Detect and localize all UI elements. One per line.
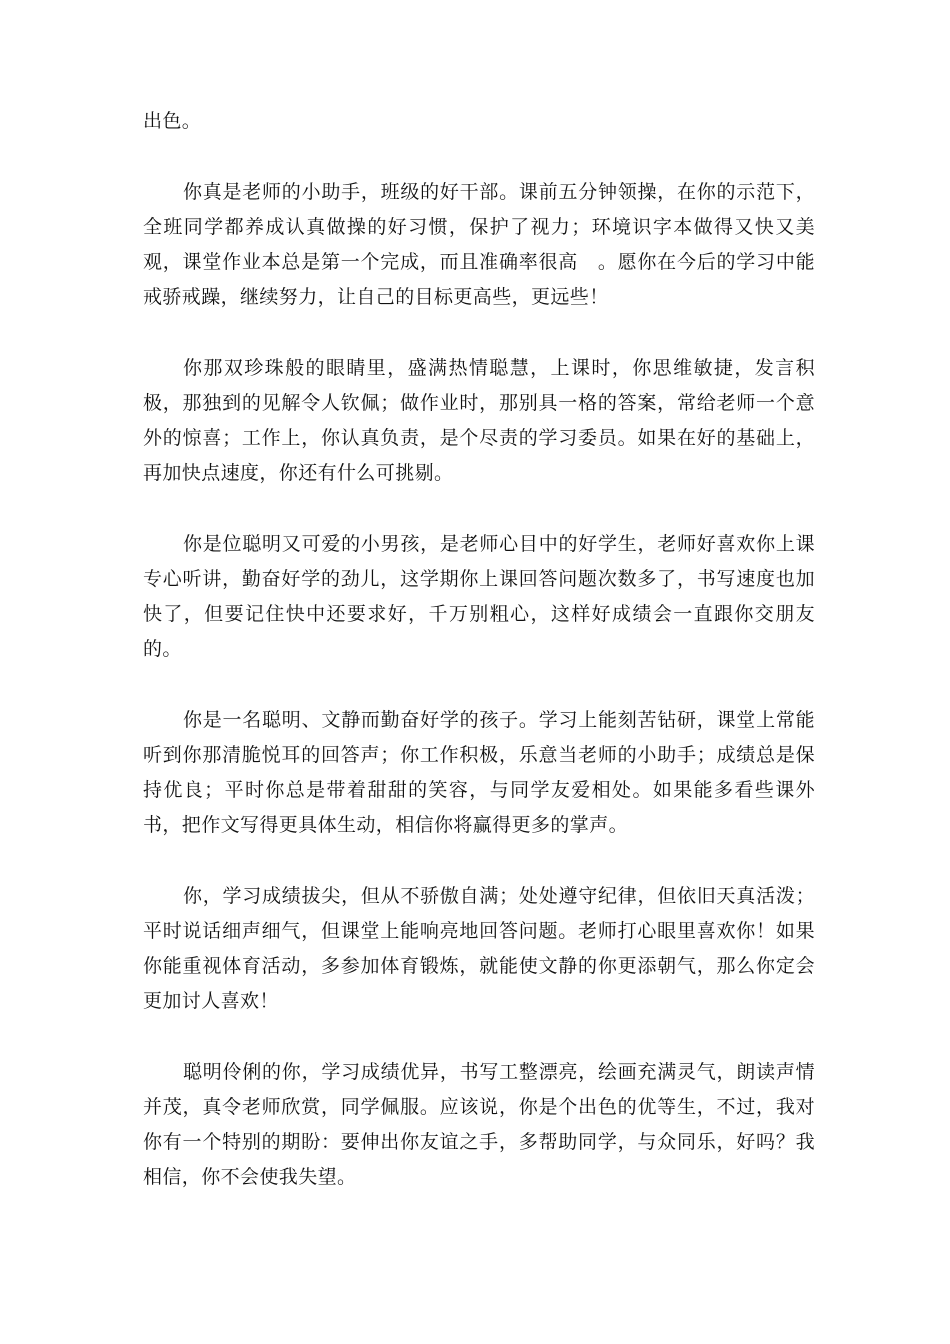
comment-paragraph-6: 聪明伶俐的你，学习成绩优异，书写工整漂亮，绘画充满灵气，朗读声情并茂，真令老师欣赏，同学佩服。应该说，你是个出色的优等生，不过，我对你有一个特别的期盼：要伸出你友谊之手，多帮助同学，与众同乐，好吗？我相信，你不会使我失望。 (143, 1061, 815, 1188)
continuation-text: 出色。 (143, 110, 202, 132)
comment-paragraph-2: 你那双珍珠般的眼睛里，盛满热情聪慧，上课时，你思维敏捷，发言积极，那独到的见解令人钦佩；做作业时，那别具一格的答案，常给老师一个意外的惊喜；工作上，你认真负责，是个尽责的学习委员。如果在好的基础上，再加快点速度，你还有什么可挑剔。 (143, 357, 815, 484)
comment-paragraph-5: 你，学习成绩拔尖，但从不骄傲自满；处处遵守纪律，但依旧天真活泼；平时说话细声细气，但课堂上能响亮地回答问题。老师打心眼里喜欢你！如果你能重视体育活动，多参加体育锻炼，就能使文静的你更添朝气，那么你定会更加讨人喜欢！ (143, 885, 815, 1012)
comment-paragraph-3: 你是位聪明又可爱的小男孩，是老师心目中的好学生，老师好喜欢你上课专心听讲，勤奋好学的劲儿，这学期你上课回答问题次数多了，书写速度也加快了，但要记住快中还要求好，千万别粗心，这样好成绩会一直跟你交朋友的。 (143, 533, 815, 660)
document-body (143, 104, 815, 1195)
comment-paragraph-1: 你真是老师的小助手，班级的好干部。课前五分钟领操，在你的示范下，全班同学都养成认真做操的好习惯，保护了视力；环境识字本做得又快又美观，课堂作业本总是第一个完成，而且准确率很高 。愿你在今后的学习中能戒骄戒躁，继续努力，让自己的目标更高些，更远些！ (143, 181, 815, 308)
comment-paragraph-4: 你是一名聪明、文静而勤奋好学的孩子。学习上能刻苦钻研，课堂上常能听到你那清脆悦耳的回答声；你工作积极，乐意当老师的小助手；成绩总是保持优良；平时你总是带着甜甜的笑容，与同学友爱相处。如果能多看些课外书，把作文写得更具体生动，相信你将赢得更多的掌声。 (143, 709, 815, 836)
